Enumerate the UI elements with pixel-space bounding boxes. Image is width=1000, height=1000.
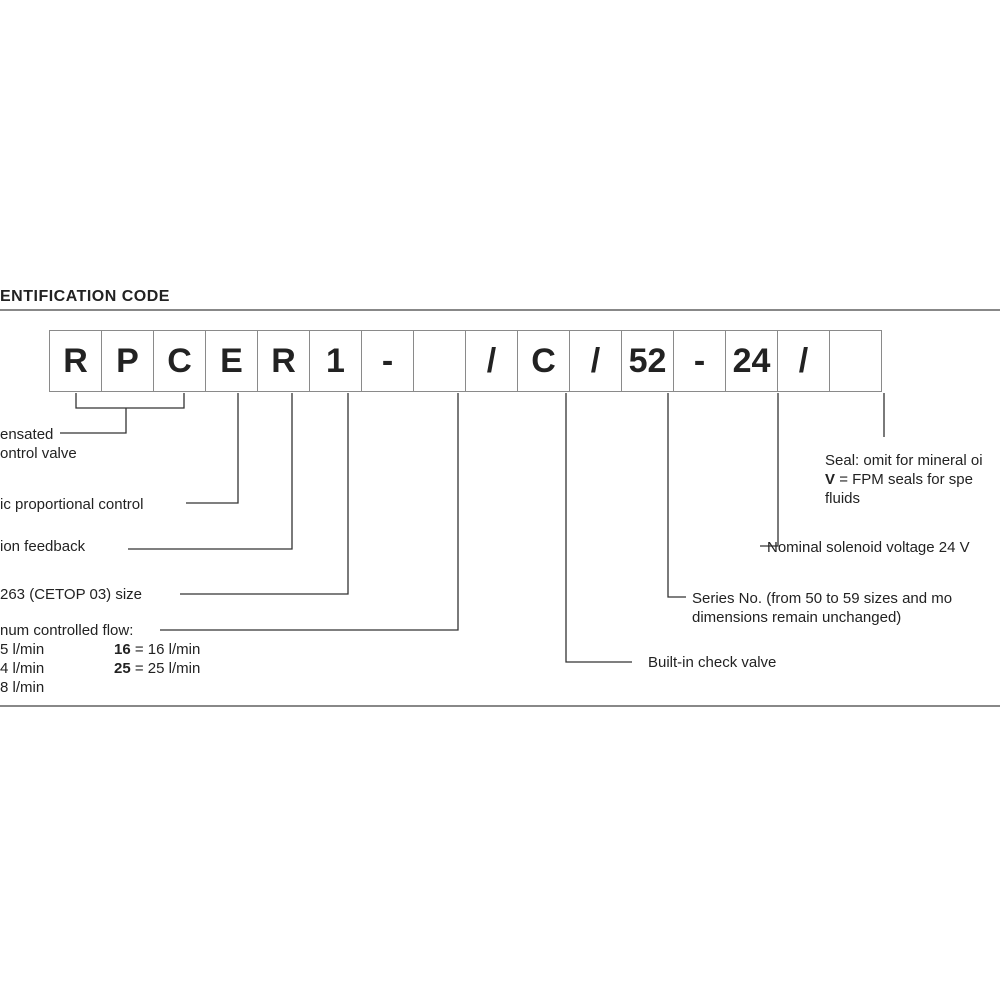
flow-25-key: 25 [114, 660, 131, 677]
code-box-7: - [361, 330, 414, 392]
bracket-rpc [60, 393, 184, 433]
label-size: 263 (CETOP 03) size [0, 586, 143, 603]
label-flow-16 [114, 640, 200, 659]
code-box-10: C [517, 330, 570, 392]
label-flow-c: 8 l/min [0, 679, 45, 696]
label-flow-a: 5 l/min [0, 641, 45, 658]
label-series-1: Series No. (from 50 to 59 sizes and mo [692, 590, 953, 607]
label-feedback: ion feedback [0, 538, 86, 555]
flow-16-value: = 16 l/min [134, 641, 201, 658]
code-box-9: / [465, 330, 518, 392]
leader-series [668, 393, 686, 597]
flow-16-key: 16 [114, 641, 131, 658]
label-flow-b: 4 l/min [0, 660, 45, 677]
diagram-title: ENTIFICATION CODE [0, 288, 170, 305]
leader-check-valve [566, 393, 632, 662]
label-voltage: Nominal solenoid voltage 24 V [767, 539, 970, 556]
code-box-13: - [673, 330, 726, 392]
code-box-4: E [205, 330, 258, 392]
label-compensated-2: ontrol valve [0, 445, 77, 462]
label-seal-3: fluids [825, 490, 861, 507]
code-box-11: / [569, 330, 622, 392]
code-box-2: P [101, 330, 154, 392]
leader-size [180, 393, 348, 594]
seal-v-key: V [825, 471, 836, 488]
label-seal-1: Seal: omit for mineral oi [825, 452, 983, 469]
label-check-valve: Built-in check valve [648, 654, 777, 671]
label-series-2: dimensions remain unchanged) [692, 609, 902, 626]
code-box-12: 52 [621, 330, 674, 392]
leader-feedback [128, 393, 292, 549]
code-box-15: / [777, 330, 830, 392]
code-box-5: R [257, 330, 310, 392]
label-flow-25 [114, 659, 200, 678]
code-box-14: 24 [725, 330, 778, 392]
leader-voltage [760, 393, 778, 546]
leader-proportional [186, 393, 238, 503]
label-compensated-1: ensated [0, 426, 54, 443]
flow-25-value: = 25 l/min [134, 660, 201, 677]
code-box-6: 1 [309, 330, 362, 392]
label-proportional: ic proportional control [0, 496, 144, 513]
seal-v-value: = FPM seals for spe [839, 471, 973, 488]
code-box-3: C [153, 330, 206, 392]
label-seal-2 [825, 470, 973, 489]
code-box-1: R [49, 330, 102, 392]
label-flow-title: num controlled flow: [0, 622, 134, 639]
